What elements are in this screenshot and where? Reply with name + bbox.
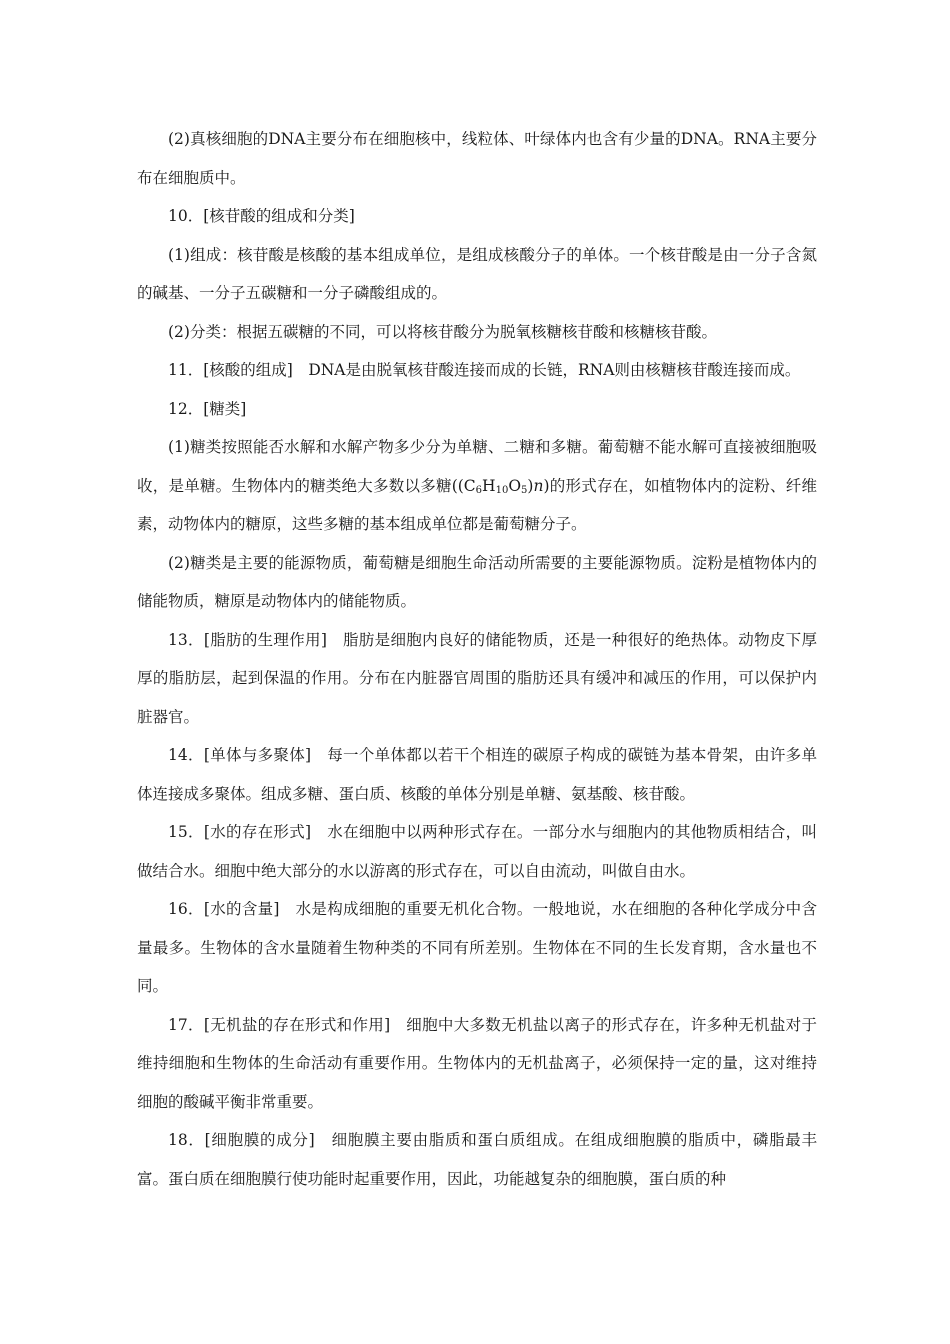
polysaccharide-formula: $(C_6H_{10}O_5)n$ xyxy=(457,476,544,496)
paragraph-cell-membrane: 18．[细胞膜的成分] 细胞膜主要由脂质和蛋白质组成。在组成细胞膜的脂质中，磷脂最丰富。蛋白质在细胞膜行使功能时起重要作用，因此，功能越复杂的细胞膜，蛋白质的种 xyxy=(137,1131,817,1188)
paragraph-sugar-classification xyxy=(137,428,817,544)
sugar-text-before: (1)糖类按照能否水解和水解产物多少分为单糖、二糖和多糖。葡萄糖不能水解可直接被细胞吸收，是单糖。生物体内的糖类绝大多数以多糖( xyxy=(137,438,817,495)
paragraph-nucleic-acid: 11．[核酸的组成] DNA是由脱氧核苷酸连接而成的长链，RNA则由核糖核苷酸连接而成。 xyxy=(168,361,801,379)
paragraph-nucleotide-composition: (1)组成：核苷酸是核酸的基本组成单位，是组成核酸分子的单体。一个核苷酸是由一分子含氮的碱基、一分子五碳糖和一分子磷酸组成的。 xyxy=(137,245,817,302)
sugar-text-after: )的形式存在，如植物体内的淀粉、纤维素，动物体内的糖原，这些多糖的基本组成单位都是葡萄糖分子。 xyxy=(137,476,817,533)
paragraph-water-forms: 15．[水的存在形式] 水在细胞中以两种形式存在。一部分水与细胞内的其他物质相结合，叫做结合水。细胞中绝大部分的水以游离的形式存在，可以自由流动，叫做自由水。 xyxy=(137,823,817,880)
heading-sugars: 12．[糖类] xyxy=(168,399,247,418)
paragraph-nucleotide-classification: (2)分类：根据五碳糖的不同，可以将核苷酸分为脱氧核糖核苷酸和核糖核苷酸。 xyxy=(168,322,717,341)
heading-nucleotide: 10．[核苷酸的组成和分类] xyxy=(168,207,355,225)
paragraph-sugar-energy: (2)糖类是主要的能源物质，葡萄糖是细胞生命活动所需要的主要能源物质。淀粉是植物体内的储能物质，糖原是动物体内的储能物质。 xyxy=(137,553,817,610)
paragraph-fat-function: 13．[脂肪的生理作用] 脂肪是细胞内良好的储能物质，还是一种很好的绝热体。动物皮下厚厚的脂肪层，起到保温的作用。分布在内脏器官周围的脂肪还具有缓冲和减压的作用，可以保护内脏器官。 xyxy=(137,630,817,726)
paragraph-inorganic-salts: 17．[无机盐的存在形式和作用] 细胞中大多数无机盐以离子的形式存在，许多种无机盐对于维持细胞和生物体的生命活动有重要作用。生物体内的无机盐离子，必须保持一定的量，这对维持细胞的酸碱平衡非常重要。 xyxy=(137,1015,817,1111)
body-text xyxy=(137,120,817,1198)
paragraph-water-content: 16．[水的含量] 水是构成细胞的重要无机化合物。一般地说，水在细胞的各种化学成分中含量最多。生物体的含水量随着生物种类的不同有所差别。生物体在不同的生长发育期，含水量也不同。 xyxy=(137,900,817,995)
paragraph-dna-rna-distribution: (2)真核细胞的DNA主要分布在细胞核中，线粒体、叶绿体内也含有少量的DNA。RNA主要分布在细胞质中。 xyxy=(137,130,817,187)
paragraph-monomer-polymer: 14．[单体与多聚体] 每一个单体都以若干个相连的碳原子构成的碳链为基本骨架，由许多单体连接成多聚体。组成多糖、蛋白质、核酸的单体分别是单糖、氨基酸、核苷酸。 xyxy=(137,746,817,803)
